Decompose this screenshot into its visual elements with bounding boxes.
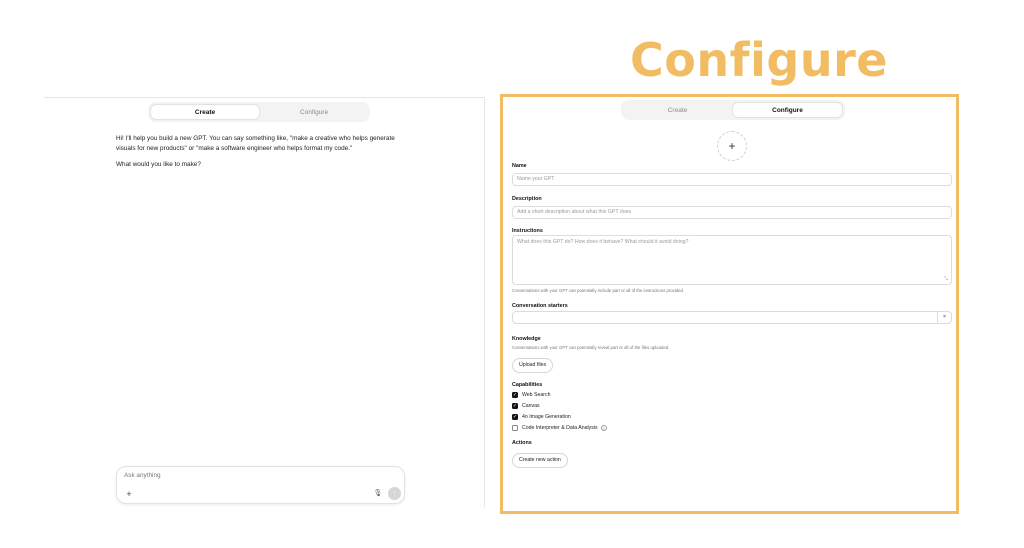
capability-label: Web Search: [522, 392, 551, 398]
checkbox-checked[interactable]: ✓: [512, 392, 518, 398]
name-field[interactable]: Name your GPT: [512, 173, 952, 186]
tab-configure[interactable]: Configure: [299, 108, 329, 116]
instructions-placeholder: What does this GPT do? How does it behave? What should it avoid doing?: [517, 239, 689, 245]
microphone-icon[interactable]: 🎙: [373, 490, 383, 497]
panel-divider: [484, 97, 485, 507]
assistant-message-question: What would you like to make?: [116, 161, 201, 168]
capability-canvas[interactable]: [512, 402, 540, 410]
configure-panel: [500, 94, 959, 514]
create-panel: [44, 97, 484, 507]
upload-files-button[interactable]: Upload files: [512, 358, 553, 373]
assistant-message-intro: Hi! I'll help you build a new GPT. You can say something like, "make a creative who helps generate visuals for new products" or "make a software engineer who helps format my code.": [116, 135, 395, 152]
capability-label: Canvas: [522, 403, 540, 409]
description-field[interactable]: Add a short description about what this GPT does: [512, 206, 952, 219]
starters-label: Conversation starters: [512, 303, 568, 309]
left-tab-switcher: [148, 102, 370, 122]
conversation-starter-field[interactable]: [512, 311, 952, 324]
remove-starter-icon[interactable]: ×: [937, 312, 951, 323]
plus-icon[interactable]: +: [126, 489, 132, 499]
instructions-label: Instructions: [512, 228, 543, 234]
send-button[interactable]: ↑: [388, 487, 401, 500]
capabilities-label: Capabilities: [512, 382, 543, 388]
info-icon[interactable]: ?: [602, 426, 605, 431]
assistant-message: [116, 134, 416, 176]
capability-web-search[interactable]: [512, 391, 550, 399]
capability-label: 4o Image Generation: [522, 414, 571, 420]
instructions-field[interactable]: [512, 235, 952, 285]
checkbox-checked[interactable]: ✓: [512, 414, 518, 420]
tab-create[interactable]: Create: [667, 106, 688, 114]
name-label: Name: [512, 163, 527, 169]
capability-label: Code Interpreter & Data Analysis: [522, 425, 598, 431]
instructions-note: Conversations with your GPT can potentially include part or all of the instructions provided.: [512, 288, 685, 293]
capability-code-interpreter[interactable]: [512, 424, 607, 432]
actions-label: Actions: [512, 440, 532, 446]
knowledge-label: Knowledge: [512, 336, 541, 342]
tab-create[interactable]: Create: [150, 104, 260, 120]
description-label: Description: [512, 196, 542, 202]
tab-configure[interactable]: Configure: [732, 102, 843, 118]
chat-composer[interactable]: [116, 466, 405, 504]
configure-heading: Configure: [630, 33, 888, 87]
composer-input[interactable]: Ask anything: [124, 472, 161, 479]
checkbox-checked[interactable]: ✓: [512, 403, 518, 409]
right-tab-switcher: [621, 100, 845, 120]
resize-handle-icon[interactable]: ⤡: [943, 276, 948, 282]
add-avatar-button[interactable]: +: [717, 131, 747, 161]
capability-image-generation[interactable]: [512, 413, 571, 421]
checkbox-unchecked[interactable]: [512, 425, 518, 431]
knowledge-note: Conversations with your GPT can potentially reveal part or all of the files uploaded.: [512, 345, 670, 350]
create-new-action-button[interactable]: Create new action: [512, 453, 568, 468]
